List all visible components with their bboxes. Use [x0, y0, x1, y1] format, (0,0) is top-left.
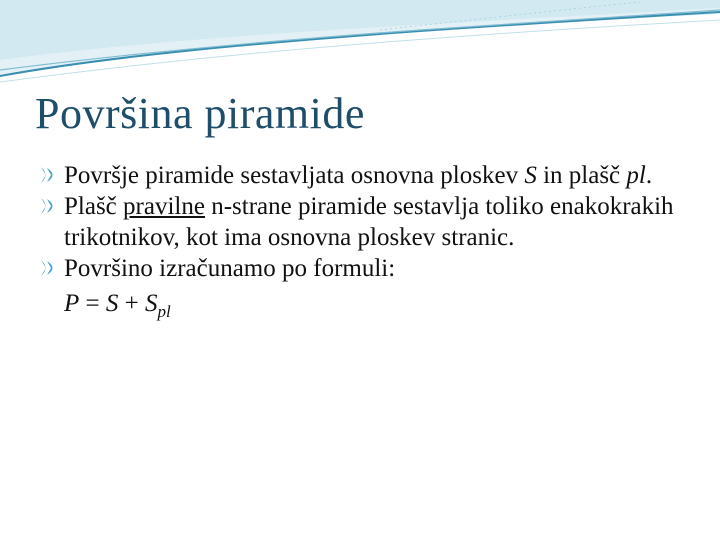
formula-eq: =: [79, 290, 106, 317]
bullet-item: [36, 160, 686, 191]
bullet-item: [36, 253, 686, 284]
underlined-word: pravilne: [123, 193, 205, 220]
slide-title: Površina piramide: [35, 89, 365, 138]
symbol-s: S: [524, 162, 537, 189]
formula-subscript: pl: [157, 302, 171, 321]
formula: [36, 288, 686, 327]
bullet-text: n-strane piramide sestavlja toliko enakokrakih trikotnikov, kot ima osnovna ploskev stranic.: [64, 193, 674, 251]
bullet-arrow-icon: [38, 164, 62, 186]
bullet-text: .: [645, 162, 653, 189]
bullet-text: Površje piramide sestavljata osnovna ploskev: [64, 162, 525, 189]
bullet-text: in plašč: [536, 162, 627, 189]
symbol-pl: pl: [626, 162, 646, 189]
header-wave-decoration: [0, 0, 720, 90]
bullet-text: Površino izračunamo po formuli:: [64, 255, 396, 282]
formula-spl: S: [145, 290, 158, 317]
bullet-text: Plašč: [64, 193, 124, 220]
bullet-arrow-icon: [38, 257, 62, 279]
formula-s: S: [105, 290, 119, 317]
bullet-arrow-icon: [38, 195, 62, 217]
formula-lhs: P: [64, 290, 80, 317]
formula-plus: +: [118, 290, 145, 317]
slide-body: [36, 160, 686, 327]
bullet-item: [36, 191, 686, 253]
